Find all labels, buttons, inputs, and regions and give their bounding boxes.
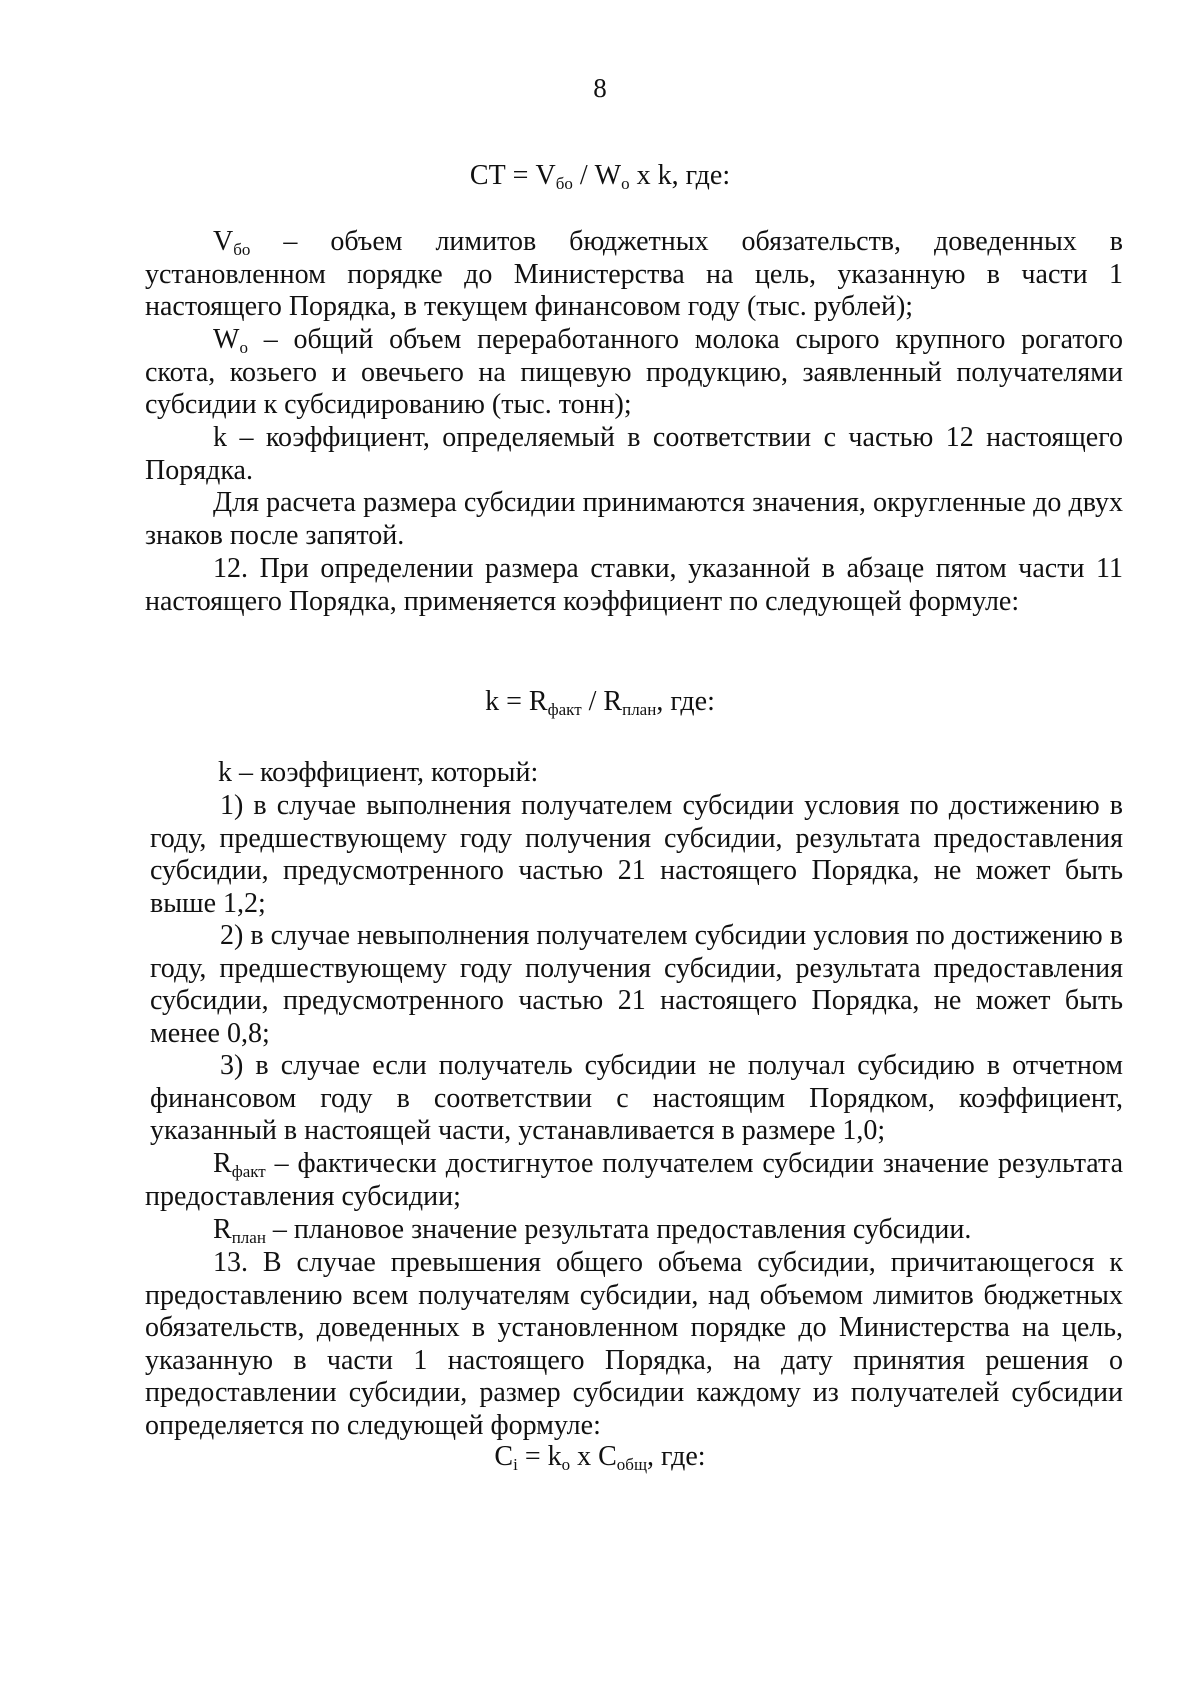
paragraph-rounding: Для расчета размера субсидии принимаются значения, округленные до двух знаков после запятой.: [145, 487, 1123, 551]
paragraph-clause-13: 13. В случае превышения общего объема субсидии, причитающегося к предоставлению всем получателям субсидии, над объемом лимитов бюджетных обязательств, доведенных в установленном порядке до Министерства на цель, указанную в части 1 настоящего Порядка, на дату принятия решения о предоставлении субсидии, размер субсидии каждому из получателей субсидии определяется по следующей формуле:: [145, 1247, 1123, 1441]
formula-ct: СТ = $V_{бо} / W_о$ x k, где:: [469, 160, 731, 193]
paragraph-rplan-definition: $R_{план}$ – плановое значение результата предоставления субсидии.: [213, 1214, 972, 1247]
paragraph-wo-definition: $W_о$ – общий объем переработанного молока сырого крупного рогатого скота, козьего и овечьего на пищевую продукцию, заявленный получателями субсидии к субсидированию (тыс. тонн);: [145, 324, 1123, 420]
paragraph-rfact-definition: $R_{факт}$ – фактически достигнутое получателем субсидии значение результата предоставления субсидии;: [145, 1148, 1123, 1212]
paragraph-k-intro: k – коэффициент, который:: [218, 757, 539, 788]
page-number: 8: [593, 73, 607, 103]
list-item-2: 2) в случае невыполнения получателем субсидии условия по достижению в году, предшествующему году получения субсидии, результата предоставления субсидии, предусмотренного частью 21 настоящего Порядка, не может быть менее 0,8;: [150, 920, 1123, 1049]
list-item-1: 1) в случае выполнения получателем субсидии условия по достижению в году, предшествующему году получения субсидии, результата предоставления субсидии, предусмотренного частью 21 настоящего Порядка, не может быть выше 1,2;: [150, 790, 1123, 919]
formula-ci: $C_i = k_о$ x $C_{общ}$, где:: [494, 1441, 706, 1474]
paragraph-k-definition: k – коэффициент, определяемый в соответствии с частью 12 настоящего Порядка.: [145, 422, 1123, 486]
paragraph-clause-12: 12. При определении размера ставки, указанной в абзаце пятом части 11 настоящего Порядка, применяется коэффициент по следующей формуле:: [145, 553, 1123, 617]
list-item-3: 3) в случае если получатель субсидии не получал субсидию в отчетном финансовом году в соответствии с настоящим Порядком, коэффициент, указанный в настоящей части, устанавливается в размере 1,0;: [150, 1050, 1123, 1146]
formula-k: $k = R_{факт} / R_{план}$, где:: [485, 686, 715, 719]
paragraph-vbo-definition: $V_{бо}$ – объем лимитов бюджетных обязательств, доведенных в установленном порядке до Министерства на цель, указанную в части 1 настоящего Порядка, в текущем финансовом году (тыс. рублей);: [145, 226, 1123, 322]
